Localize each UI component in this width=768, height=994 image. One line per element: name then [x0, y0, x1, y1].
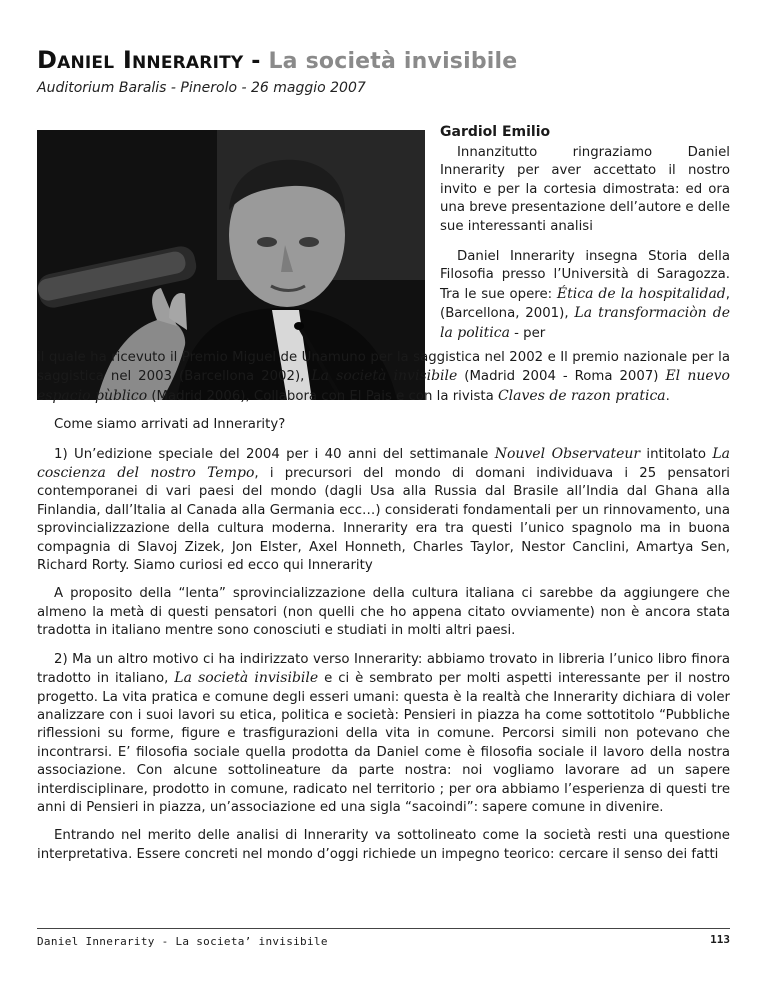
bio-paragraph: [440, 248, 730, 343]
page: [37, 46, 731, 862]
book-title: La società invisibile: [268, 49, 518, 74]
book-title-societa-invisibile: La società invisibile: [174, 670, 319, 687]
provincialism-paragraph: A proposito della “lenta” sprovincializzazione della cultura italiana ci sarebbe da aggiungere che almeno la metà di questi pensatori (non quelli che ho appena citato ovviamente) non è ancora stata tradotta in italiano mentre sono conosciuti e studiati in molti altri paesi.: [37, 586, 730, 639]
reason-one-text-a: 1) Un’edizione speciale del 2004 per i 40 anni del settimanale: [54, 446, 495, 462]
running-title: Daniel Innerarity - La societa’ invisibile: [37, 935, 328, 948]
work-title-etica: Ética de la hospitalidad: [556, 285, 726, 302]
page-number: 113: [710, 933, 730, 946]
bio-cont-text-a: il quale ha ricevuto il Premio Miguel de Unamuno per la saggistica nel 2002 e Il premio nazionale per la saggistica nel 2003 (Barcellona 2002),: [37, 350, 730, 385]
reason-one-paragraph: [37, 445, 730, 576]
work-title-societa: La società invisibile: [311, 368, 458, 385]
reason-two-text-b: e ci è sembrato per molti aspetti interessante per il nostro progetto. La vita pratica e comune degli esseri umani: questa è la realtà che Innerarity dichiara di voler analizzare con i suoi lavori su etica, politica e società: Pensieri in piazza ha come sottotitolo “Pubbliche riflessioni su forme, figure e trasfigurazioni della vita in comune. Percorsi simili non potevano che incontrarsi. E’ filosofia sociale quella prodotta da Daniel come è filosofia sociale il lavoro della nostra associazione. Con alcune sottolineature da parte nostra: noi vogliamo lavorare ad un sapere interdisciplinare, prodotto in comune, radicato nel territorio ; per ora abbiamo l’esperienza di questi tre anni di Pensieri in piazza, un’associazione ed una sigla “sacoindi”: sapere comune in divenire.: [37, 671, 730, 815]
full-width-column: [37, 349, 730, 874]
footer-divider: [37, 928, 730, 929]
intro-paragraph: Innanzitutto ringraziamo Daniel Innerarity per aver accettato il nostro invito e per la cortesia dimostrata: ed ora una breve presentazione dell’autore e delle sue interessanti analisi: [440, 145, 730, 234]
work-title-nuevo-espacio: El nuevo espacio pùblico: [37, 368, 730, 404]
title-separator: -: [251, 49, 261, 74]
right-column: [440, 144, 730, 355]
bio-continuation: [37, 349, 730, 406]
page-title: [37, 46, 730, 76]
work-title-transformacion: La transformaciòn de la politica: [440, 305, 730, 341]
reason-two-paragraph: [37, 651, 730, 818]
reason-one-text-b: intitolato: [640, 446, 713, 462]
bio-cont-text-d: .: [665, 388, 670, 404]
bio-text-a: Daniel Innerarity insegna Storia della Filosofia presso l’Università di Saragozza. Tra le sue opere:: [440, 249, 730, 302]
magazine-title-nouvel-observateur: Nouvel Observateur: [494, 445, 641, 462]
analysis-paragraph: Entrando nel merito delle analisi di Innerarity va sottolineato come la società resti una questione interpretativa. Essere concreti nel mondo d’oggi richiede un impegno teorico: cercare il senso dei fatti: [37, 828, 730, 862]
bio-cont-text-c: (Madrid 2006), Collabora con El Pais e con la rivista: [147, 388, 498, 404]
event-subtitle: Auditorium Baralis - Pinerolo - 26 maggio 2007: [37, 80, 366, 96]
bio-cont-text-b: (Madrid 2004 - Roma 2007): [457, 369, 666, 385]
bio-text-c: - per: [509, 325, 546, 341]
reason-two-text-a: 2) Ma un altro motivo ci ha indirizzato verso Innerarity: abbiamo trovato in libreria l’unico libro finora tradotto in italiano,: [37, 651, 730, 687]
author-name: Daniel Innerarity: [37, 46, 244, 74]
question-paragraph: Come siamo arrivati ad Innerarity?: [54, 417, 286, 433]
issue-title-coscienza: La coscienza del nostro Tempo: [37, 445, 730, 482]
magazine-title-claves: Claves de razon pratica: [497, 387, 666, 404]
speaker-name: Gardiol Emilio: [440, 124, 551, 140]
bio-text-b: , (Barcellona, 2001),: [440, 286, 730, 322]
reason-one-text-c: , i precursori del mondo di domani individuava i 25 pensatori contemporanei di vari paesi del mondo (dagli Usa alla Russia dal Brasile all’India dal Ghana alla Finlandia, dall’Italia al Canada alla Germania ecc…) considerati fondamentali per un rinnovamento, una sprovincializzazione della cultura moderna. Innerarity era tra questi l’unico spagnolo ma in buona compagnia di Slavoj Zizek, Jon Elster, Axel Honneth, Charles Taylor, Nestor Canclini, Amartya Sen, Richard Rorty. Siamo curiosi ed ecco qui Innerarity: [37, 466, 731, 574]
